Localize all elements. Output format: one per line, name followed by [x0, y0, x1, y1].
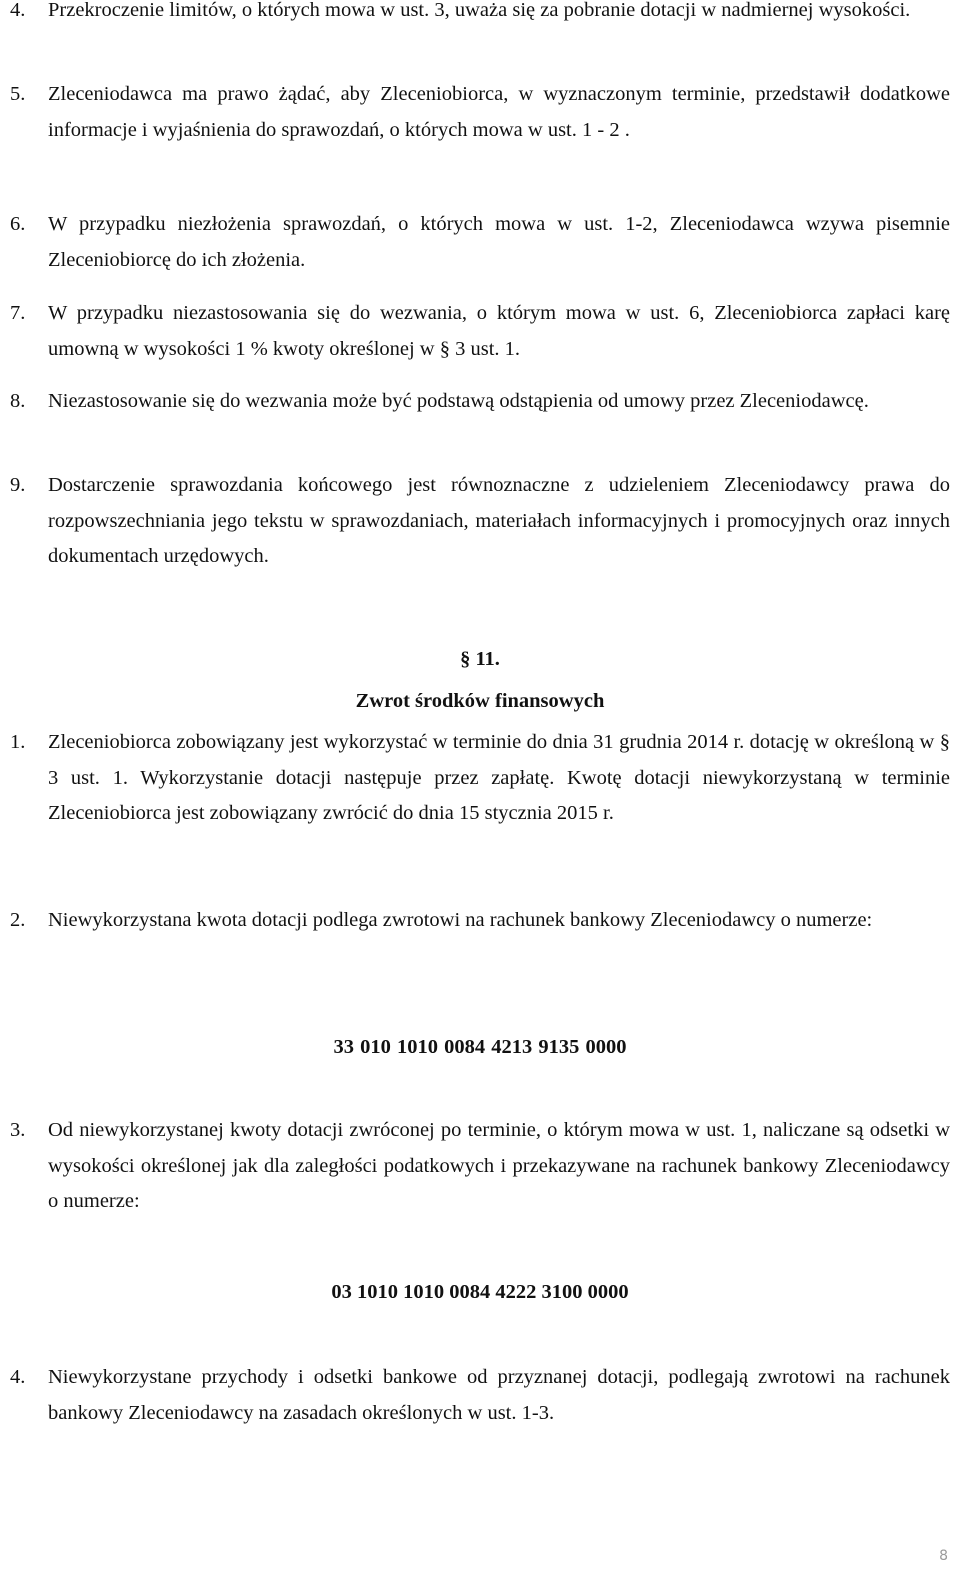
list-item-4b	[10, 1360, 950, 1431]
item-text: Zleceniobiorca zobowiązany jest wykorzystać w terminie do dnia 31 grudnia 2014 r. dotację w określoną w § 3 ust. 1. Wykorzystanie dotacji następuje przez zapłatę. Kwotę dotacji niewykorzystaną w terminie Zleceniobiorca jest zobowiązany zwrócić do dnia 15 stycznia 2015 r.	[48, 731, 950, 824]
item-number: 8.	[10, 390, 26, 412]
list-item-1	[10, 725, 950, 832]
item-text: W przypadku niezastosowania się do wezwania, o którym mowa w ust. 6, Zleceniobiorca zapłaci karę umowną w wysokości 1 % kwoty określonej w § 3 ust. 1.	[48, 302, 950, 360]
item-text: Niewykorzystane przychody i odsetki bankowe od przyznanej dotacji, podlegają zwrotowi na rachunek bankowy Zleceniodawcy na zasadach określonych w ust. 1-3.	[48, 1366, 950, 1424]
list-item-8	[10, 384, 950, 420]
item-text: Dostarczenie sprawozdania końcowego jest równoznaczne z udzieleniem Zleceniodawcy prawa do rozpowszechniania jego tekstu w sprawozdaniach, materiałach informacyjnych i promocyjnych oraz innych dokumentach urzędowych.	[48, 474, 950, 567]
page-number: 8	[939, 1548, 948, 1564]
section-number: § 11.	[460, 648, 500, 670]
bank-account-number-1: 33 010 1010 0084 4213 9135 0000	[333, 1036, 627, 1058]
list-item-5	[10, 77, 950, 148]
section-title: Zwrot środków finansowych	[355, 690, 605, 712]
item-text: Przekroczenie limitów, o których mowa w ust. 3, uważa się za pobranie dotacji w nadmiernej wysokości.	[48, 0, 911, 21]
item-text: W przypadku niezłożenia sprawozdań, o których mowa w ust. 1-2, Zleceniodawca wzywa pisemnie Zleceniobiorcę do ich złożenia.	[48, 213, 950, 271]
item-number: 5.	[10, 83, 26, 105]
item-number: 4.	[10, 1366, 26, 1388]
list-item-3	[10, 1113, 950, 1220]
item-number: 6.	[10, 213, 26, 235]
item-text: Niewykorzystana kwota dotacji podlega zwrotowi na rachunek bankowy Zleceniodawcy o numerze:	[48, 909, 873, 931]
item-text: Zleceniodawca ma prawo żądać, aby Zleceniobiorca, w wyznaczonym terminie, przedstawił dodatkowe informacje i wyjaśnienia do sprawozdań, o których mowa w ust. 1 - 2 .	[48, 83, 950, 141]
item-number: 9.	[10, 474, 26, 496]
item-number: 3.	[10, 1119, 26, 1141]
list-item-9	[10, 468, 950, 575]
list-item-7	[10, 296, 950, 367]
list-item-4	[10, 0, 950, 29]
item-number: 7.	[10, 302, 26, 324]
item-number: 1.	[10, 731, 26, 753]
list-item-6	[10, 207, 950, 278]
item-text: Od niewykorzystanej kwoty dotacji zwróconej po terminie, o którym mowa w ust. 1, naliczane są odsetki w wysokości określonej jak dla zaległości podatkowych i przekazywane na rachunek bankowy Zleceniodawcy o numerze:	[48, 1119, 950, 1212]
item-number: 2.	[10, 909, 26, 931]
list-item-2	[10, 903, 950, 939]
bank-account-number-2: 03 1010 1010 0084 4222 3100 0000	[331, 1281, 629, 1303]
item-text: Niezastosowanie się do wezwania może być podstawą odstąpienia od umowy przez Zleceniodawcę.	[48, 390, 869, 412]
item-number: 4.	[10, 0, 26, 21]
